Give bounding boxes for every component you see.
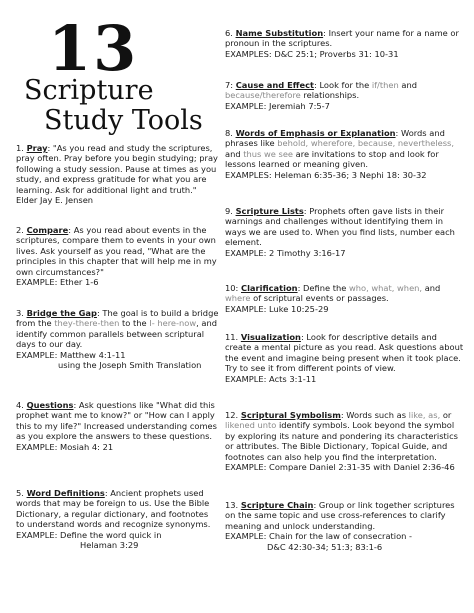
item-keyword: because/therefore: [225, 90, 301, 101]
item-text: and: [225, 148, 244, 159]
item-keyword: where: [225, 293, 251, 304]
item-example: EXAMPLE: Matthew 4:1-11: [16, 349, 126, 360]
item-text: are invitations to stop and look for lessons learned or meaning given.: [225, 148, 439, 170]
item-heading: Scripture Chain: [240, 500, 314, 510]
title-line-2: Study Tools: [44, 105, 203, 136]
item-number: 13.: [225, 500, 239, 510]
item-text: and: [422, 283, 441, 293]
item-text: : Look for descriptive details and create a mental picture as you read. Ask questions about the event and imagine being present when it took place. Try to see it from different points of view.: [225, 332, 464, 374]
item-heading: Clarification: [241, 283, 298, 293]
item-text: : Look for the: [314, 80, 372, 90]
item-example: EXAMPLE: Mosiah 4: 21: [16, 441, 114, 452]
item-text: : As you read about events in the scriptures, compare them to events in your own lives. Ask yourself as you read, "What are the principles in this chapter that will help me in my own circumstances?": [16, 225, 217, 277]
item-keyword: I- here-now: [149, 318, 197, 329]
item-text: to the: [119, 318, 150, 329]
item-keyword: they-there-then: [54, 318, 120, 329]
item-text: of scriptural events or passages.: [250, 293, 389, 304]
item-text: : Define the: [297, 283, 349, 293]
item-example: EXAMPLE: Jeremiah 7:5-7: [225, 100, 330, 111]
item-example: EXAMPLE: Luke 10:25-29: [225, 303, 329, 314]
title-number: 13: [48, 12, 139, 85]
tool-item-13: [225, 500, 465, 552]
tool-item-8: [225, 128, 465, 180]
item-number: 10:: [225, 283, 239, 293]
item-heading: Word Definitions: [26, 488, 105, 498]
item-example: EXAMPLE: Ether 1-6: [16, 277, 99, 288]
item-number: 7:: [225, 80, 234, 90]
item-text: : Ask questions like "What did this prophet want me to know?" or "How can I apply this to my life?" Increased understanding comes as you explore the answers to these questions.: [16, 400, 217, 442]
item-number: 8.: [225, 128, 233, 138]
item-text: : Group or link together scriptures on the same topic and use cross-references to clarify meaning and unlock understanding.: [225, 500, 455, 531]
tool-item-11: [225, 332, 465, 384]
tool-item-5: [16, 488, 219, 550]
item-heading: Pray: [26, 143, 48, 153]
item-heading: Scripture Lists: [235, 206, 304, 216]
item-number: 11.: [225, 332, 239, 342]
item-example: EXAMPLE: 2 Timothy 3:16-17: [225, 247, 346, 258]
item-keyword: who, what, when,: [348, 283, 423, 293]
item-example-cont: D&C 42:30-34; 51:3; 83:1-6: [267, 541, 383, 552]
item-example: EXAMPLES: Heleman 6:35-36; 3 Nephi 18: 30-32: [225, 169, 427, 180]
item-heading: Name Substitution: [235, 28, 324, 38]
item-text: and: [398, 80, 417, 90]
item-text: : Words and phrases like: [225, 128, 445, 149]
tool-item-6: [225, 28, 465, 59]
item-number: 9.: [225, 206, 233, 216]
tool-item-12: [225, 410, 465, 472]
item-text: , and identify common parallels between scriptural days to our day.: [16, 318, 218, 350]
item-text: : Prophets often gave lists in their warnings and challenges without identifying them in ways we are used to. When you find lists, number each element.: [225, 206, 455, 248]
item-text: or: [440, 410, 452, 420]
item-keyword: likened unto: [225, 420, 277, 431]
item-number: 6.: [225, 28, 233, 38]
item-text: : Ancient prophets used words that may be foreign to us. Use the Bible Dictionary, a regular dictionary, and footnotes to understand words and recognize synonyms.: [16, 488, 211, 530]
item-heading: Questions: [26, 400, 74, 410]
item-text: identify symbols. Look beyond the symbol by exploring its nature and pondering its characteristics or attributes. The Bible Dictionary, Topical Guide, and footnotes can also help you find the interpretation.: [225, 420, 458, 462]
item-heading: Cause and Effect: [235, 80, 315, 90]
item-example: EXAMPLE: Chain for the law of consecration -: [225, 531, 413, 542]
item-heading: Words of Emphasis or Explanation: [235, 128, 396, 138]
item-example: EXAMPLE: Compare Daniel 2:31-35 with Daniel 2:36-46: [225, 462, 455, 473]
title-block: [18, 12, 218, 143]
item-text: : "As you read and study the scriptures, pray often. Pray before you begin studying; pray following a study session. Pause at times as you study, and express gratitude for what you are learning. Ask for additional light and truth." Elder Jay E. Jensen: [16, 143, 218, 206]
tool-item-4: [16, 400, 219, 452]
item-keyword: like, as,: [408, 410, 441, 420]
item-heading: Visualization: [240, 332, 301, 342]
item-keyword: behold, wherefore, because, nevertheless,: [277, 138, 454, 149]
item-example: EXAMPLE: Define the word quick in: [16, 529, 162, 540]
item-keyword: thus we see: [243, 148, 294, 159]
item-example-cont: using the Joseph Smith Translation: [58, 360, 202, 371]
item-number: 1.: [16, 143, 24, 153]
item-example: EXAMPLE: Acts 3:1-11: [225, 373, 317, 384]
item-example-cont: Helaman 3:29: [80, 540, 139, 551]
item-heading: Scriptural Symbolism: [240, 410, 341, 420]
tool-item-1: [16, 143, 219, 205]
item-number: 12.: [225, 410, 239, 420]
tool-item-10: [225, 283, 465, 314]
item-number: 2.: [16, 225, 24, 235]
item-keyword: if/then: [371, 80, 399, 90]
item-number: 3.: [16, 308, 24, 318]
item-example: EXAMPLES: D&C 25:1; Proverbs 31: 10-31: [225, 48, 399, 59]
tool-item-9: [225, 206, 465, 258]
item-text: : Insert your name for a name or pronoun in the scriptures.: [225, 28, 459, 49]
tool-item-7: [225, 80, 465, 111]
item-heading: Compare: [26, 225, 69, 235]
tool-item-3: [16, 308, 219, 370]
item-text: relationships.: [300, 90, 360, 101]
item-number: 4.: [16, 400, 24, 410]
item-number: 5.: [16, 488, 24, 498]
item-text: : The goal is to build a bridge from the: [16, 308, 219, 329]
title-line-1: Scripture: [24, 75, 154, 106]
item-heading: Bridge the Gap: [26, 308, 97, 318]
item-text: : Words such as: [340, 410, 409, 420]
tool-item-2: [16, 225, 219, 287]
